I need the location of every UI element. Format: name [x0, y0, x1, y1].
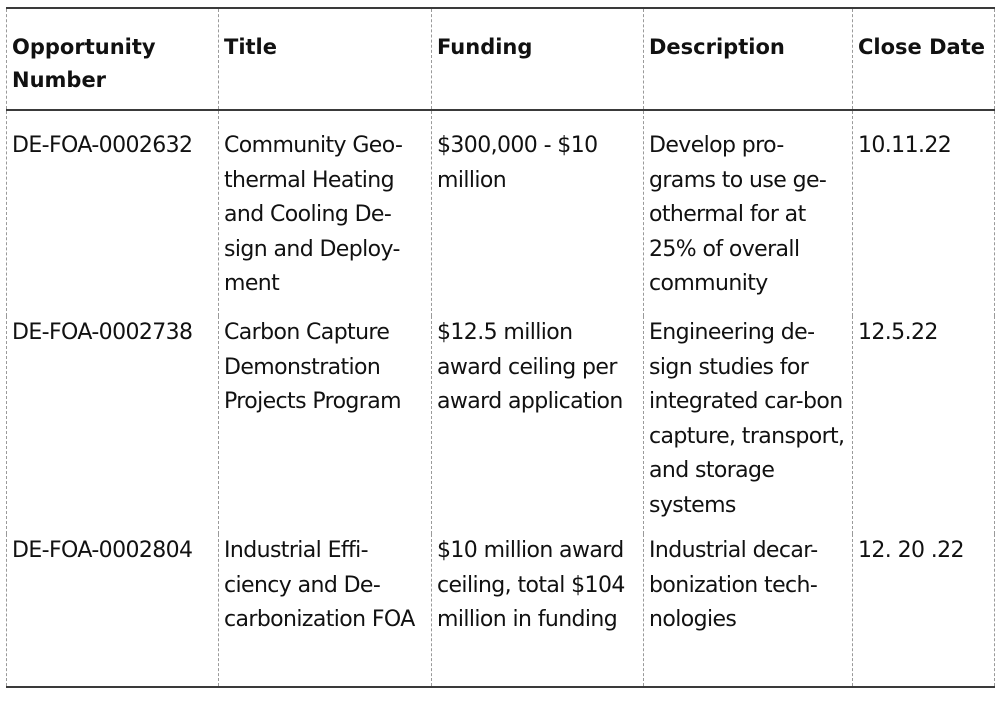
header-title: Title — [219, 8, 432, 110]
cell-opportunity-number: DE-FOA-0002632 — [7, 110, 219, 316]
cell-opportunity-number: DE-FOA-0002804 — [7, 534, 219, 687]
table-header — [7, 8, 995, 110]
cell-title: Carbon Capture Demonstration Projects Program — [219, 316, 432, 534]
cell-close-date: 12.5.22 — [853, 316, 995, 534]
cell-funding: $12.5 million award ceiling per award application — [432, 316, 644, 534]
table-body — [7, 110, 995, 687]
cell-description: Develop pro-grams to use ge-othermal for at 25% of overall community — [644, 110, 853, 316]
cell-funding: $300,000 - $10 million — [432, 110, 644, 316]
header-close-date: Close Date — [853, 8, 995, 110]
cell-description: Industrial decar-bonization tech-nologies — [644, 534, 853, 687]
table-row — [7, 316, 995, 534]
cell-description: Engineering de-sign studies for integrated car-bon capture, transport, and storage systems — [644, 316, 853, 534]
header-opportunity-number: Opportunity Number — [7, 8, 219, 110]
cell-close-date: 10.11.22 — [853, 110, 995, 316]
cell-opportunity-number: DE-FOA-0002738 — [7, 316, 219, 534]
funding-opportunities-table — [6, 7, 995, 688]
cell-close-date: 12. 20 .22 — [853, 534, 995, 687]
cell-funding: $10 million award ceiling, total $104 million in funding — [432, 534, 644, 687]
table-row — [7, 534, 995, 687]
cell-title: Community Geo-thermal Heating and Cooling De-sign and Deploy-ment — [219, 110, 432, 316]
cell-title: Industrial Effi-ciency and De-carbonization FOA — [219, 534, 432, 687]
header-description: Description — [644, 8, 853, 110]
header-row — [7, 8, 995, 110]
table-row — [7, 110, 995, 316]
header-funding: Funding — [432, 8, 644, 110]
